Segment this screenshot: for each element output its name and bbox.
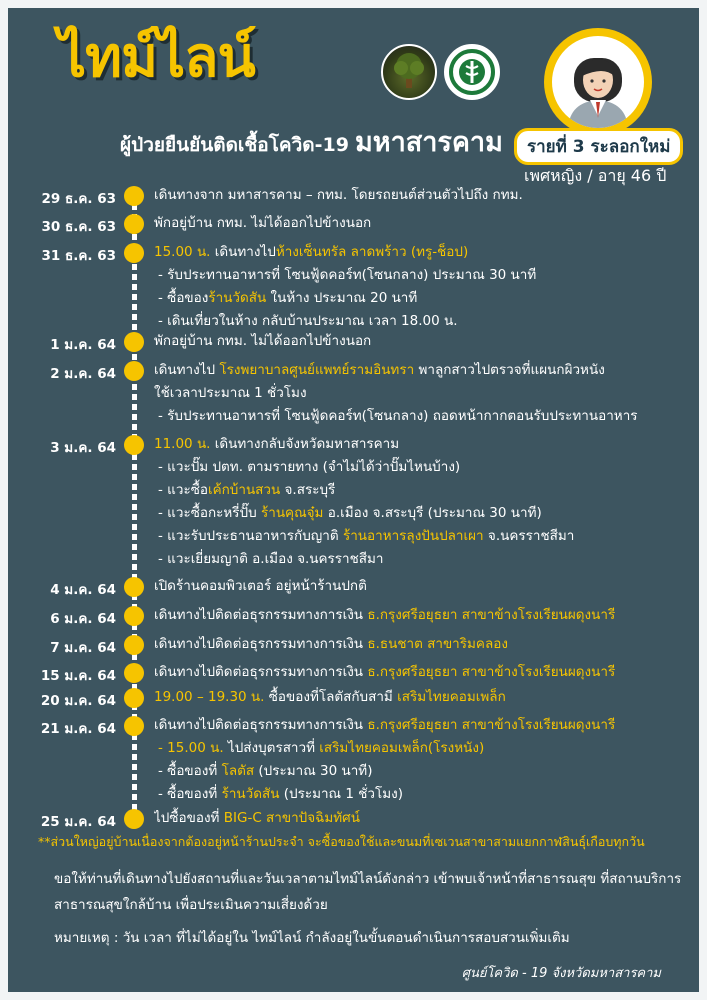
timeline-line-text bbox=[154, 604, 694, 627]
timeline-dot bbox=[124, 688, 144, 708]
timeline-date: 2 ม.ค. 64 bbox=[50, 366, 116, 382]
timeline-text: เปิดร้านคอมพิวเตอร์ อยู่หน้าร้านปกติ bbox=[154, 578, 367, 594]
timeline-description bbox=[154, 714, 694, 806]
timeline-date: 21 ม.ค. 64 bbox=[40, 721, 116, 737]
timeline-dot bbox=[124, 716, 144, 736]
footnote: **ส่วนใหญ่อยู่บ้านเนื่องจากต้องอยู่หน้าร้านประจำ จะซื้อของใช้และขนมที่เซเวนสาขาสามแยกกาฬสินธุ์เกือบทุกวัน bbox=[38, 834, 645, 849]
timeline-date: 6 ม.ค. 64 bbox=[50, 611, 116, 627]
timeline-description bbox=[154, 575, 694, 598]
timeline-date: 4 ม.ค. 64 bbox=[50, 582, 116, 598]
highlighted-place: ร้านคุณจุ๋ม bbox=[260, 505, 324, 521]
timeline-description bbox=[154, 330, 694, 353]
timeline-date: 1 ม.ค. 64 bbox=[50, 337, 116, 353]
timeline-dot bbox=[124, 243, 144, 263]
timeline-text: พักอยู่บ้าน กทม. ไม่ได้ออกไปข้างนอก bbox=[154, 333, 372, 349]
highlighted-place: ธ.ธนชาต สาขาริมคลอง bbox=[367, 636, 508, 652]
timeline-text: จ.สระบุรี bbox=[280, 482, 336, 498]
timeline-line-text bbox=[154, 264, 694, 287]
timeline-date: 31 ธ.ค. 63 bbox=[41, 248, 116, 264]
timeline-description bbox=[154, 433, 694, 571]
subtitle-text: ผู้ป่วยยืนยันติดเชื้อโควิด-19 bbox=[120, 134, 349, 156]
timeline-text: ซื้อของที่โลตัสกับสามี bbox=[264, 689, 398, 705]
timeline-date: 25 ม.ค. 64 bbox=[40, 814, 116, 830]
highlighted-place: ร้านอาหารลุงปันปลาเผา bbox=[342, 528, 484, 544]
province-name: มหาสารคาม bbox=[354, 127, 503, 158]
timeline-description bbox=[154, 661, 694, 684]
timeline-dot bbox=[124, 809, 144, 829]
timeline-text: พาลูกสาวไปตรวจที่แผนกผิวหนัง bbox=[414, 362, 605, 378]
highlighted-place: 11.00 น. bbox=[154, 436, 211, 452]
patient-info: เพศหญิง / อายุ 46 ปี bbox=[524, 166, 667, 185]
timeline-dot bbox=[124, 332, 144, 352]
timeline-line-text bbox=[154, 382, 694, 405]
timeline-line-text bbox=[154, 548, 694, 571]
timeline-text: (ประมาณ 30 นาที) bbox=[254, 763, 373, 779]
timeline-text: - แวะรับประธานอาหารกับญาติ bbox=[158, 528, 343, 544]
timeline-text: - แวะเยี่ยมญาติ อ.เมือง จ.นครราชสีมา bbox=[158, 551, 384, 567]
timeline-text: ใช้เวลาประมาณ 1 ชั่วโมง bbox=[154, 385, 307, 401]
timeline-date: 3 ม.ค. 64 bbox=[50, 440, 116, 456]
timeline-dot bbox=[124, 577, 144, 597]
timeline-date: 20 ม.ค. 64 bbox=[40, 693, 116, 709]
timeline-dot bbox=[124, 635, 144, 655]
timeline-line-text bbox=[154, 433, 694, 456]
remark-text: หมายเหตุ : วัน เวลา ที่ไม่ได้อยู่ใน ไทม์ไลน์ กำลังอยู่ในขั้นตอนดำเนินการสอบสวนเพิ่มเติม bbox=[54, 930, 570, 946]
timeline-description bbox=[154, 686, 694, 709]
timeline-dot bbox=[124, 186, 144, 206]
timeline-line-text bbox=[154, 525, 694, 548]
timeline-text: พักอยู่บ้าน กทม. ไม่ได้ออกไปข้างนอก bbox=[154, 215, 372, 231]
timeline-text: เดินทางไปติดต่อธุรกรรมทางการเงิน bbox=[154, 664, 368, 680]
highlighted-place: BIG-C สาขาปัจฉิมทัศน์ bbox=[223, 810, 360, 826]
timeline-line-text bbox=[154, 760, 694, 783]
timeline-description bbox=[154, 807, 694, 830]
timeline-line-text bbox=[154, 502, 694, 525]
timeline-line-text bbox=[154, 807, 694, 830]
timeline-line-text bbox=[154, 405, 694, 428]
timeline-line-text bbox=[154, 714, 694, 737]
timeline-text: อ.เมือง จ.สระบุรี (ประมาณ 30 นาที) bbox=[323, 505, 542, 521]
timeline-line-text bbox=[154, 241, 694, 264]
timeline-line-text bbox=[154, 633, 694, 656]
timeline-text: - แวะซื้อกะหรี่ปั๊บ bbox=[158, 505, 261, 521]
timeline-line-text bbox=[154, 575, 694, 598]
timeline-text: - แวะซื้อ bbox=[158, 482, 208, 498]
timeline-text: เดินทางจาก มหาสารคาม – กทม. โดยรถยนต์ส่วนตัวไปถึง กทม. bbox=[154, 187, 523, 203]
timeline-dot bbox=[124, 361, 144, 381]
highlighted-place: เค้กบ้านสวน bbox=[207, 482, 281, 498]
timeline-text: (ประมาณ 1 ชั่วโมง) bbox=[279, 786, 404, 802]
timeline-description bbox=[154, 184, 694, 207]
timeline-description bbox=[154, 604, 694, 627]
footer-credit: ศูนย์โควิด - 19 จังหวัดมหาสารคาม bbox=[461, 966, 661, 981]
timeline-text: - ซื้อของที่ bbox=[158, 763, 222, 779]
highlighted-place: เสริมไทยคอมเพล็ก bbox=[397, 689, 506, 705]
highlighted-place: - 15.00 น. bbox=[158, 740, 224, 756]
timeline-date: 15 ม.ค. 64 bbox=[40, 668, 116, 684]
highlighted-place: เสริมไทยคอมเพล็ก(โรงหนัง) bbox=[319, 740, 485, 756]
timeline-text: เดินทางไป bbox=[210, 244, 276, 260]
timeline-date: 30 ธ.ค. 63 bbox=[41, 219, 116, 235]
highlighted-place: ธ.กรุงศรีอยุธยา สาขาข้างโรงเรียนผดุงนารี bbox=[367, 607, 616, 623]
timeline-line-text bbox=[154, 184, 694, 207]
timeline-line-text bbox=[154, 686, 694, 709]
timeline-description bbox=[154, 212, 694, 235]
timeline-text: ไปส่งบุตรสาวที่ bbox=[223, 740, 320, 756]
case-number-badge: รายที่ 3 ระลอกใหม่ bbox=[514, 128, 683, 165]
timeline-line-text bbox=[154, 783, 694, 806]
timeline-text: เดินทางกลับจังหวัดมหาสารคาม bbox=[210, 436, 400, 452]
timeline-line-text bbox=[154, 212, 694, 235]
timeline-text: - แวะปั๊ม ปตท. ตามรายทาง (จำไม่ได้ว่าปั๊มไหนบ้าง) bbox=[158, 459, 461, 475]
timeline-description bbox=[154, 633, 694, 656]
timeline-line-text bbox=[154, 661, 694, 684]
timeline-text: - เดินเที่ยวในห้าง กลับบ้านประมาณ เวลา 18.00 น. bbox=[158, 313, 458, 329]
timeline-dot bbox=[124, 606, 144, 626]
ministry-of-public-health-logo bbox=[444, 44, 500, 100]
timeline-description bbox=[154, 241, 694, 333]
timeline-text: - รับประทานอาหารที่ โซนฟู้ดคอร์ท(โซนกลาง) ประมาณ 30 นาที bbox=[158, 267, 537, 283]
timeline-text: ในห้าง ประมาณ 20 นาที bbox=[266, 290, 418, 306]
timeline-text: - รับประทานอาหารที่ โซนฟู้ดคอร์ท(โซนกลาง) ถอดหน้ากากตอนรับประทานอาหาร bbox=[158, 408, 638, 424]
timeline-text: ไปซื้อของที่ bbox=[154, 810, 224, 826]
highlighted-place: โลตัส bbox=[221, 763, 255, 779]
timeline-line-text bbox=[154, 456, 694, 479]
female-avatar-icon bbox=[552, 36, 644, 128]
timeline-text: เดินทางไปติดต่อธุรกรรมทางการเงิน bbox=[154, 717, 368, 733]
poster-subtitle bbox=[120, 120, 503, 163]
timeline-description bbox=[154, 359, 694, 428]
timeline-date: 7 ม.ค. 64 bbox=[50, 640, 116, 656]
timeline-line-text bbox=[154, 479, 694, 502]
highlighted-place: ร้านวัดสัน bbox=[208, 290, 267, 306]
advice-text: ขอให้ท่านที่เดินทางไปยังสถานที่และวันเวลาตามไทม์ไลน์ดังกล่าว เข้าพบเจ้าหน้าที่สาธารณสุข ที่สถานบริการสาธารณสุขใกล้บ้าน เพื่อประเมินความเสี่ยงด้วย bbox=[54, 871, 682, 913]
timeline-text: เดินทางไป bbox=[154, 362, 220, 378]
timeline-dot bbox=[124, 214, 144, 234]
highlighted-place: ร้านวัดสัน bbox=[221, 786, 280, 802]
timeline-text: เดินทางไปติดต่อธุรกรรมทางการเงิน bbox=[154, 607, 368, 623]
timeline-line-text bbox=[154, 330, 694, 353]
highlighted-place: โรงพยาบาลศูนย์แพทย์รามอินทรา bbox=[219, 362, 415, 378]
patient-avatar bbox=[544, 28, 652, 136]
timeline-text: เดินทางไปติดต่อธุรกรรมทางการเงิน bbox=[154, 636, 368, 652]
highlighted-place: ห้างเซ็นทรัล ลาดพร้าว (ทรู-ช็อป) bbox=[275, 244, 469, 260]
timeline-text: - ซื้อของ bbox=[158, 290, 209, 306]
province-seal-logo bbox=[381, 44, 437, 100]
timeline-dot bbox=[124, 435, 144, 455]
highlighted-place: 15.00 น. bbox=[154, 244, 211, 260]
timeline-line-text bbox=[154, 359, 694, 382]
timeline-line-text bbox=[154, 737, 694, 760]
timeline-text: - ซื้อของที่ bbox=[158, 786, 222, 802]
timeline-date: 29 ธ.ค. 63 bbox=[41, 191, 116, 207]
timeline-dot bbox=[124, 663, 144, 683]
highlighted-place: 19.00 – 19.30 น. bbox=[154, 689, 265, 705]
poster-title: ไทม์ไลน์ bbox=[58, 25, 255, 90]
timeline-line-text bbox=[154, 287, 694, 310]
highlighted-place: ธ.กรุงศรีอยุธยา สาขาข้างโรงเรียนผดุงนารี bbox=[367, 717, 616, 733]
timeline-text: จ.นครราชสีมา bbox=[483, 528, 575, 544]
highlighted-place: ธ.กรุงศรีอยุธยา สาขาข้างโรงเรียนผดุงนารี bbox=[367, 664, 616, 680]
